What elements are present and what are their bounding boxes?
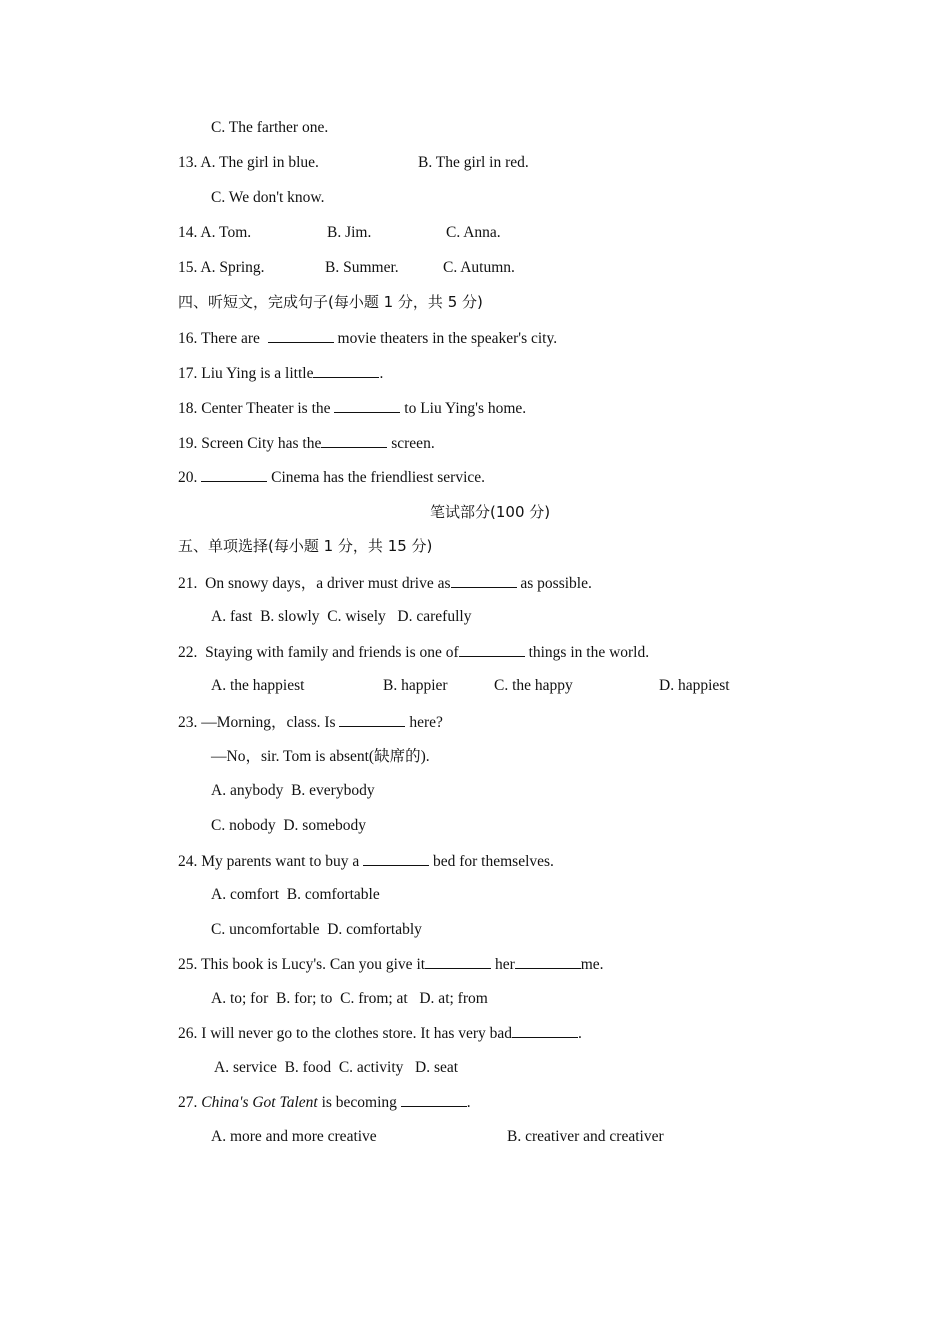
q23-options-2: C. nobody D. somebody [211, 817, 366, 834]
q16-pre: 16. There are [178, 330, 264, 347]
q25-options: A. to; for B. for; to C. from; at D. at; from [211, 990, 488, 1007]
q23-blank[interactable] [339, 712, 405, 727]
q26-options: A. service B. food C. activity D. seat [214, 1059, 459, 1076]
q26-blank[interactable] [512, 1023, 578, 1038]
q15-option-a: 15. A. Spring. [178, 259, 265, 276]
q25-post: me. [580, 956, 604, 973]
q21-blank[interactable] [451, 573, 517, 588]
q16-post: movie theaters in the speaker's city. [333, 330, 558, 347]
q17-post: . [379, 365, 384, 382]
q13-option-b: B. The girl in red. [418, 154, 529, 171]
q27-post: . [466, 1094, 471, 1111]
q25-pre: 25. This book is Lucy's. Can you give it [178, 956, 426, 973]
q27-option-b: B. creativer and creativer [507, 1128, 664, 1145]
q27 [178, 1092, 471, 1113]
q22-blank[interactable] [459, 642, 525, 657]
q23-options-1: A. anybody B. everybody [211, 782, 375, 799]
q24-post: bed for themselves. [429, 853, 554, 870]
q21 [178, 573, 592, 594]
q18 [178, 398, 526, 419]
q26-pre: 26. I will never go to the clothes store. It has very bad [178, 1025, 513, 1042]
q13-option-c: C. We don't know. [211, 189, 325, 206]
q19-blank[interactable] [321, 433, 387, 448]
q25-mid: her [491, 956, 515, 973]
q25-blank-2[interactable] [515, 954, 581, 969]
q27-show-title: China's Got Talent [201, 1094, 318, 1111]
q27-num: 27. [178, 1094, 202, 1111]
q22-post: things in the world. [524, 644, 650, 661]
section-4-heading: 四、听短文，完成句子(每小题 1 分，共 5 分) [178, 293, 483, 311]
q23-reply: —No，sir. Tom is absent(缺席的). [211, 748, 430, 765]
q18-post: to Liu Ying's home. [400, 400, 527, 417]
q22-pre: 22. Staying with family and friends is one of [178, 644, 459, 661]
q18-blank[interactable] [334, 398, 400, 413]
q25-blank-1[interactable] [425, 954, 491, 969]
q14-option-b: B. Jim. [327, 224, 372, 241]
q19-pre: 19. Screen City has the [178, 435, 322, 452]
q13-option-a: 13. A. The girl in blue. [178, 154, 319, 171]
q22-option-d: D. happiest [659, 677, 730, 694]
q12-option-c: C. The farther one. [211, 119, 329, 136]
q24-options-1: A. comfort B. comfortable [211, 886, 380, 903]
section-5-heading: 五、单项选择(每小题 1 分，共 15 分) [178, 537, 433, 555]
q19 [178, 433, 435, 454]
q16-blank[interactable] [268, 328, 334, 343]
q21-options: A. fast B. slowly C. wisely D. carefully [211, 608, 472, 625]
q24 [178, 851, 554, 872]
q24-pre: 24. My parents want to buy a [178, 853, 364, 870]
q21-post: as possible. [516, 575, 592, 592]
q20-post: Cinema has the friendliest service. [267, 469, 486, 486]
q14-option-c: C. Anna. [446, 224, 501, 241]
written-part-heading: 笔试部分(100 分) [430, 503, 551, 521]
q22-option-b: B. happier [383, 677, 448, 694]
q16 [178, 328, 557, 349]
q14-option-a: 14. A. Tom. [178, 224, 252, 241]
q27-pre: is becoming [317, 1094, 401, 1111]
q21-pre: 21. On snowy days，a driver must drive as [178, 575, 451, 592]
q24-blank[interactable] [363, 851, 429, 866]
q26 [178, 1023, 582, 1044]
q17-blank[interactable] [313, 363, 379, 378]
q19-post: screen. [387, 435, 435, 452]
q22-option-c: C. the happy [494, 677, 573, 694]
q22 [178, 642, 649, 663]
q15-option-c: C. Autumn. [443, 259, 515, 276]
q25 [178, 954, 604, 975]
q15-option-b: B. Summer. [325, 259, 399, 276]
q22-option-a: A. the happiest [211, 677, 305, 694]
q27-option-a: A. more and more creative [211, 1128, 377, 1145]
q23-post: here? [405, 714, 443, 731]
q17-pre: 17. Liu Ying is a little [178, 365, 314, 382]
q23-pre: 23. —Morning，class. Is [178, 714, 340, 731]
q20 [178, 467, 485, 488]
q24-options-2: C. uncomfortable D. comfortably [211, 921, 422, 938]
q18-pre: 18. Center Theater is the [178, 400, 335, 417]
q27-blank[interactable] [401, 1092, 467, 1107]
q20-blank[interactable] [201, 467, 267, 482]
q23 [178, 712, 443, 733]
q26-post: . [578, 1025, 582, 1042]
q17 [178, 363, 383, 384]
q20-pre: 20. [178, 469, 202, 486]
